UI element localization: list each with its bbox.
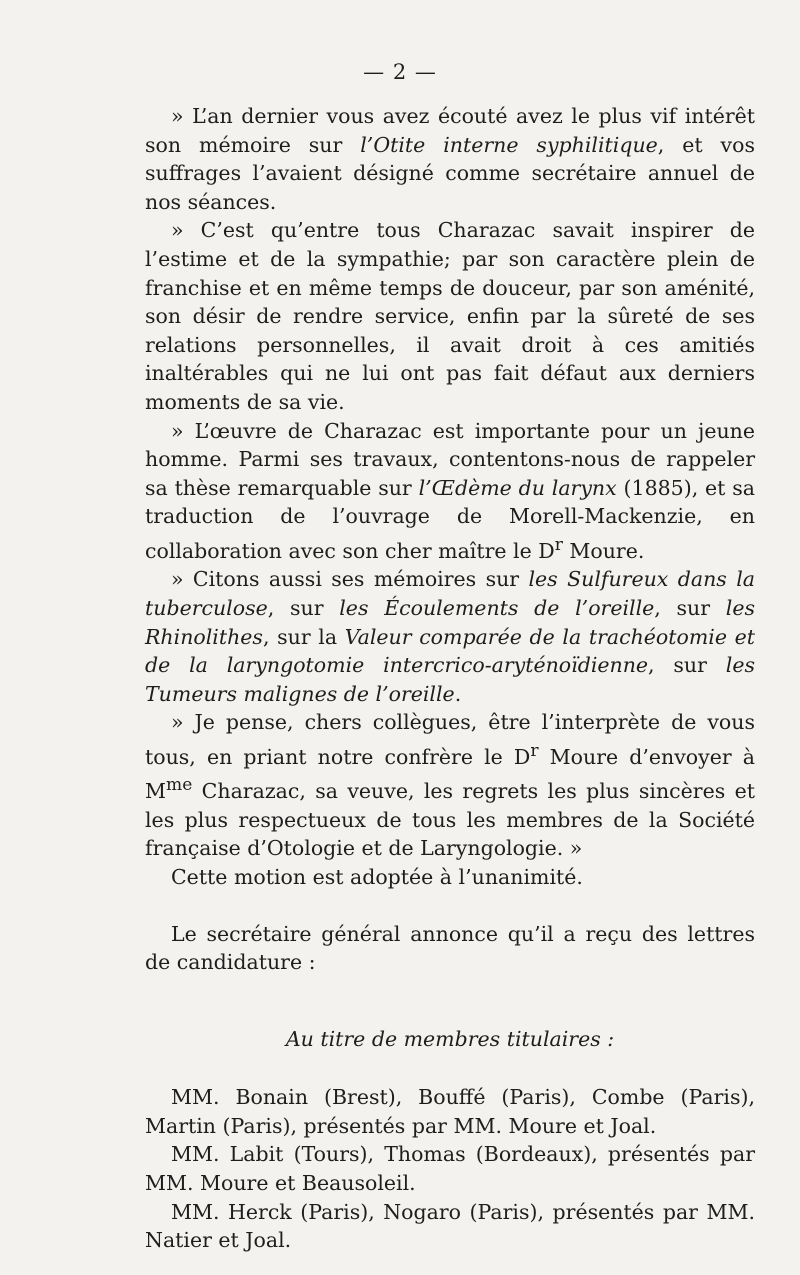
paragraph-adoption: Cette motion est adoptée à l’unanimité. <box>171 864 583 889</box>
paragraph-oeuvre-text-b: (1885), et sa traduction de l’ouvrage de Morell-Mackenzie, en collaboration avec son cher maître le D <box>145 475 755 563</box>
paragraph-candidature: Le secrétaire général annonce qu’il a reçu des lettres de candidature : <box>145 921 755 975</box>
work-title-tracheotomie: Valeur comparée de la trachéotomie et de la laryngotomie intercrico-aryténoïdienne <box>145 624 755 678</box>
paragraph-otite-text-a: » L’an dernier vous avez écouté avez le plus vif intérêt son mémoire sur <box>145 104 755 157</box>
work-title-ecoulements: les Écoulements de l’oreille <box>339 595 655 620</box>
paragraph-oeuvre-text-a: » L’œuvre de Charazac est importante pour un jeune homme. Parmi ses travaux, contentons-nous de rappeler sa thèse remarquable sur <box>145 418 755 500</box>
superscript-me: me <box>166 775 193 796</box>
paragraph-memoires-text-c: , sur <box>654 595 726 620</box>
paragraph-motion <box>145 708 755 863</box>
paragraph-motion-text-c: Charazac, sa veuve, les regrets les plus sincères et les plus respectueux de tous les membres de la Société française d’Otologie et de Laryngologie. » <box>145 779 755 861</box>
work-title-otite: l’Otite interne syphilitique <box>360 132 658 157</box>
work-title-rhinolithes: les Rhinolithes <box>145 595 756 649</box>
section-heading: Au titre de membres titulaires : <box>285 1026 615 1051</box>
paragraph-motion-text-a: » Je pense, chers collègues, être l’interprète de vous tous, en priant notre confrère le D <box>145 710 755 769</box>
paragraph-memoires-text-a: » Citons aussi ses mémoires sur <box>171 567 529 592</box>
paragraph-memoires-text-d: , sur la <box>262 624 345 649</box>
superscript-r: r <box>554 534 563 555</box>
work-title-oedeme: l’Œdème du larynx <box>418 475 617 500</box>
page-text <box>145 102 755 1255</box>
paragraph-memoires-text-f: . <box>454 681 462 706</box>
paragraph-motion-text-b: Moure d’envoyer à M <box>145 744 755 804</box>
page-number: — 2 — <box>363 60 437 84</box>
list-item: MM. Herck (Paris), Nogaro (Paris), présentés par MM. Natier et Joal. <box>145 1199 755 1253</box>
paragraph-oeuvre <box>145 417 755 566</box>
candidate-list <box>145 1083 755 1255</box>
paragraph-otite-text-b: , et vos suffrages l’avaient désigné comme secrétaire annuel de nos séances. <box>145 132 755 214</box>
paragraph-memoires <box>145 565 755 708</box>
paragraph-memoires-text-b: , sur <box>267 595 340 620</box>
superscript-r: r <box>530 740 539 761</box>
paragraph-otite <box>145 102 755 216</box>
list-item: MM. Bonain (Brest), Bouffé (Paris), Combe (Paris), Martin (Paris), présentés par MM. Moure et Joal. <box>145 1085 755 1138</box>
paragraph-oeuvre-text-c: Moure. <box>562 538 645 563</box>
paragraph-memoires-text-e: , sur <box>648 653 726 678</box>
list-item: MM. Labit (Tours), Thomas (Bordeaux), présentés par MM. Moure et Beausoleil. <box>145 1142 755 1196</box>
work-title-tumeurs: les Tumeurs malignes de l’oreille <box>145 653 755 706</box>
paragraph-estime: » C’est qu’entre tous Charazac savait inspirer de l’estime et de la sympathie; par son caractère plein de franchise et en même temps de douceur, par son aménité, son désir de rendre service, enfin par la sûreté de ses relations personnelles, il avait droit à ces amitiés inaltérables qui ne lui ont pas fait défaut aux derniers moments de sa vie. <box>145 218 755 414</box>
work-title-sulfureux: les Sulfureux dans la tuberculose <box>145 567 755 620</box>
